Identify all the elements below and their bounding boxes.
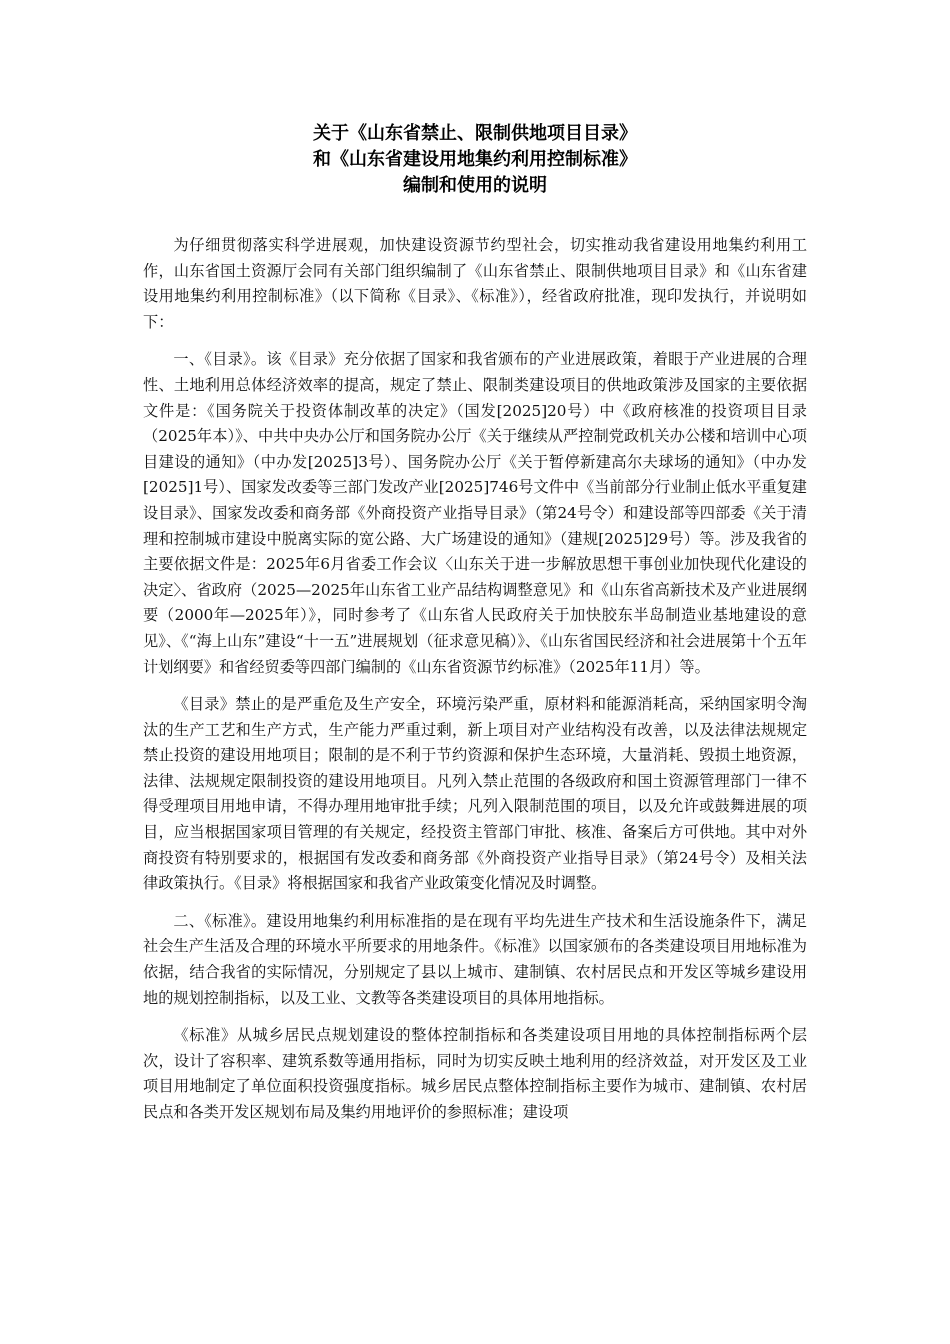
paragraph-intro: 为仔细贯彻落实科学进展观，加快建设资源节约型社会，切实推动我省建设用地集约利用工作，山东省国土资源厅会同有关部门组织编制了《山东省禁止、限制供地项目目录》和《山东省建设用地集约利用控制标准》（以下简称《目录》、《标准》），经省政府批准，现印发执行，并说明如下： <box>143 236 807 331</box>
document-body <box>143 233 807 1138</box>
document-title <box>0 121 950 199</box>
title-line-1: 关于《山东省禁止、限制供地项目目录》 <box>313 123 637 144</box>
paragraph-catalog-scope: 《目录》禁止的是严重危及生产安全，环境污染严重，原材料和能源消耗高，采纳国家明令淘汰的生产工艺和生产方式，生产能力严重过剩，新上项目对产业结构没有改善，以及法律法规规定禁止投资的建设用地项目；限制的是不利于节约资源和保护生态环境，大量消耗、毁损土地资源，法律、法规规定限制投资的建设用地项目。凡列入禁止范围的各级政府和国土资源管理部门一律不得受理项目用地申请，不得办理用地审批手续；凡列入限制范围的项目，以及允许或鼓舞进展的项目，应当根据国家项目管理的有关规定，经投资主管部门审批、核准、备案后方可供地。其中对外商投资有特别要求的，根据国有发改委和商务部《外商投资产业指导目录》（第24号令）及相关法律政策执行。《目录》将根据国家和我省产业政策变化情况及时调整。 <box>143 695 807 893</box>
title-line-2: 和《山东省建设用地集约利用控制标准》 <box>313 149 637 170</box>
paragraph-standard: 二、《标准》。建设用地集约利用标准指的是在现有平均先进生产技术和生活设施条件下，满足社会生产生活及合理的环境水平所要求的用地条件。《标准》以国家颁布的各类建设项目用地标准为依据，结合我省的实际情况，分别规定了县以上城市、建制镇、农村居民点和开发区等城乡建设用地的规划控制指标，以及工业、文教等各类建设项目的具体用地指标。 <box>143 911 807 1007</box>
title-line-3: 编制和使用的说明 <box>403 175 547 196</box>
paragraph-standard-levels: 《标准》从城乡居民点规划建设的整体控制指标和各类建设项目用地的具体控制指标两个层次，设计了容积率、建筑系数等通用指标，同时为切实反映土地利用的经济效益，对开发区及工业项目用地制定了单位面积投资强度指标。城乡居民点整体控制指标主要作为城市、建制镇、农村居民点和各类开发区规划布局及集约用地评价的参照标准；建设项 <box>143 1026 807 1121</box>
paragraph-catalog: 一、《目录》。该《目录》充分依据了国家和我省颁布的产业进展政策，着眼于产业进展的合理性、土地利用总体经济效率的提高，规定了禁止、限制类建设项目的供地政策涉及国家的主要依据文件是：《国务院关于投资体制改革的决定》（国发[2025]20号）中《政府核准的投资项目目录（2025年本）》、中共中央办公厅和国务院办公厅《关于继续从严控制党政机关办公楼和培训中心项目建设的通知》（中办发[2025]3号）、国务院办公厅《关于暂停新建高尔夫球场的通知》（中办发[2025]1号）、国家发改委等三部门发改产业[2025]746号文件中《当前部分行业制止低水平重复建设目录》、国家发改委和商务部《外商投资产业指导目录》（第24号令）和建设部等四部委《关于清理和控制城市建设中脱离实际的宽公路、大广场建设的通知》（建规[2025]29号）等。涉及我省的主要依据文件是：2025年6月省委工作会议〈山东关于进一步解放思想干事创业加快现代化建设的决定〉、省政府（2025—2025年山东省工业产品结构调整意见》和《山东省高新技术及产业进展纲要（2000年—2025年）》，同时参考了《山东省人民政府关于加快胶东半岛制造业基地建设的意见》、《“海上山东”建设“十一五”进展规划（征求意见稿）》、《山东省国民经济和社会进展第十个五年计划纲要》和省经贸委等四部门编制的《山东省资源节约标准》（2025年11月）等。 <box>143 350 807 676</box>
